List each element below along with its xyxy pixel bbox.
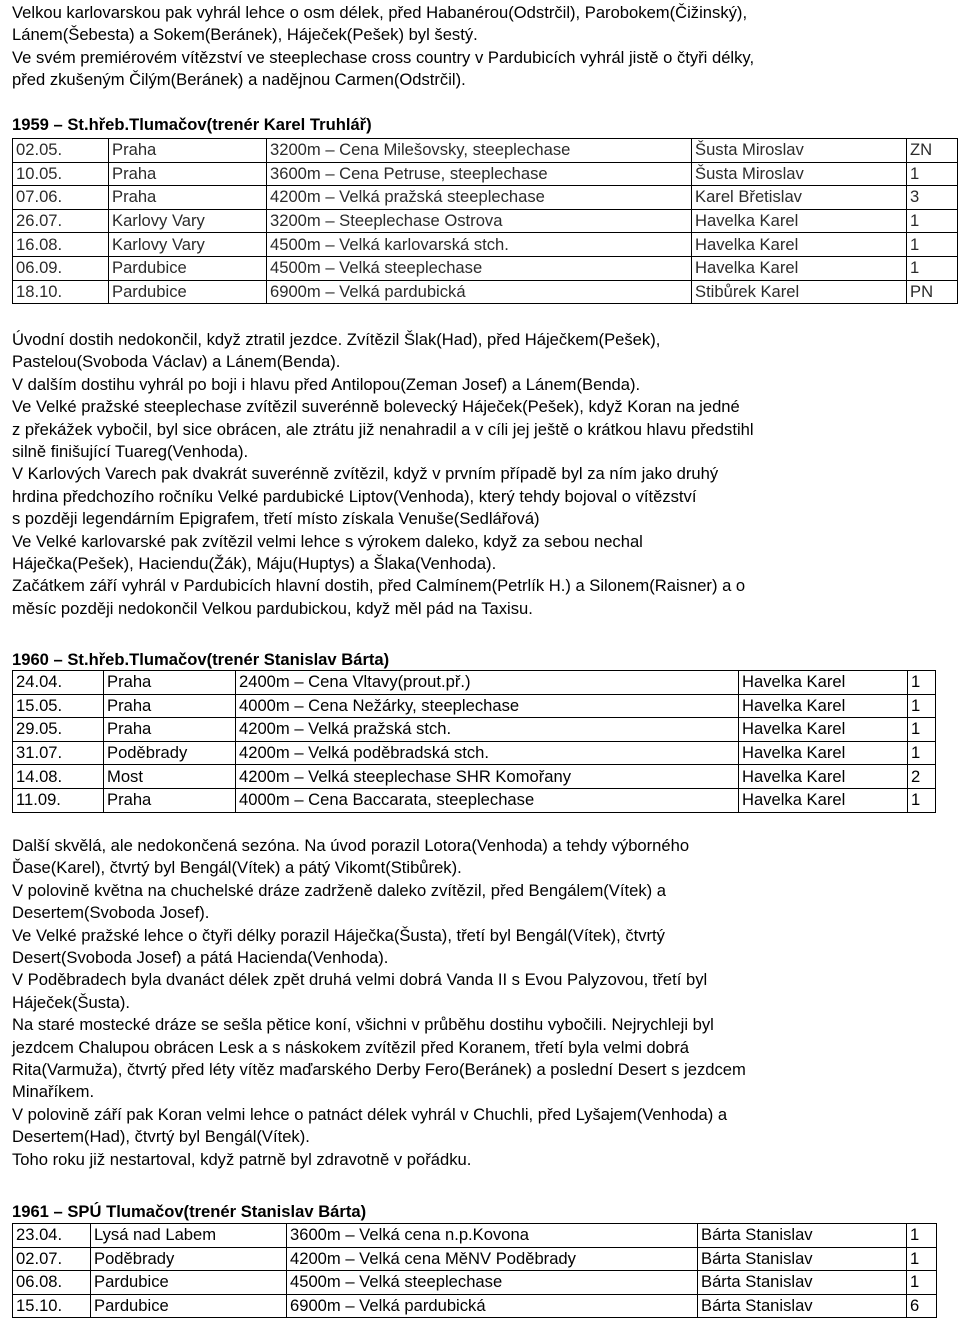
race-date: 23.04.: [13, 1224, 91, 1248]
table-row: [13, 718, 936, 742]
race-name: 4200m – Velká steeplechase SHR Komořany: [236, 765, 739, 789]
table-row: [13, 671, 936, 695]
intro-paragraph: [12, 2, 952, 92]
race-date: 06.09.: [13, 256, 109, 280]
table-row: [13, 233, 958, 257]
text-line: Ďase(Karel), čtvrtý byl Bengál(Vítek) a pátý Vikomt(Stibůrek).: [12, 858, 462, 878]
race-venue: Poděbrady: [104, 741, 236, 765]
text-line: Desert(Svoboda Josef) a pátá Hacienda(Venhoda).: [12, 948, 389, 968]
race-venue: Most: [104, 765, 236, 789]
race-date: 02.07.: [13, 1247, 91, 1271]
race-date: 18.10.: [13, 280, 109, 304]
race-placing: 2: [908, 765, 936, 789]
text-line: Úvodní dostih nedokončil, když ztratil jezdce. Zvítězil Šlak(Had), před Háječkem(Pešek),: [12, 330, 661, 349]
table-row: [13, 1294, 937, 1318]
race-date: 02.05.: [13, 139, 109, 163]
race-date: 24.04.: [13, 671, 104, 695]
table-row: [13, 280, 958, 304]
race-date: 11.09.: [13, 788, 104, 812]
text-line: Začátkem září vyhrál v Pardubicích hlavní dostih, před Calmínem(Petrlík H.) a Silonem(Raisner) a o: [12, 576, 746, 596]
text-line: s později legendárním Epigrafem, třetí místo získala Venuše(Sedlářová): [12, 509, 540, 529]
season-text-1959: [12, 329, 952, 620]
race-venue: Praha: [104, 788, 236, 812]
table-row: [13, 765, 936, 789]
text-line: V dalším dostihu vyhrál po boji i hlavu před Antilopou(Zeman Josef) a Lánem(Benda).: [12, 374, 641, 394]
season-heading-1961: 1961 – SPÚ Tlumačov(trenér Stanislav Bárta): [12, 1202, 367, 1221]
season-text-1960: [12, 835, 952, 1171]
race-placing: 1: [907, 1224, 937, 1248]
race-jockey: Havelka Karel: [739, 741, 908, 765]
table-row: [13, 788, 936, 812]
race-placing: 1: [908, 694, 936, 718]
race-name: 3600m – Velká cena n.p.Kovona: [287, 1224, 698, 1248]
race-placing: 1: [907, 209, 958, 233]
race-date: 06.08.: [13, 1271, 91, 1295]
race-date: 14.08.: [13, 765, 104, 789]
race-name: 6900m – Velká pardubická: [267, 280, 692, 304]
table-row: [13, 139, 958, 163]
text-line: Ve Velké pražské steeplechase zvítězil suverénně bolevecký Háječek(Pešek), když Koran na jedné: [12, 397, 740, 417]
race-name: 4000m – Cena Baccarata, steeplechase: [236, 788, 739, 812]
text-line: Ve Velké pražské lehce o čtyři délky porazil Háječka(Šusta), třetí byl Bengál(Vítek), čtvrtý: [12, 925, 665, 945]
table-row: [13, 1224, 937, 1248]
race-name: 3200m – Cena Milešovsky, steeplechase: [267, 139, 692, 163]
race-jockey: Havelka Karel: [739, 718, 908, 742]
race-name: 4200m – Velká pražská stch.: [236, 718, 739, 742]
results-table-1959: [12, 138, 958, 304]
race-placing: 1: [908, 741, 936, 765]
table-row: [13, 694, 936, 718]
race-jockey: Havelka Karel: [739, 765, 908, 789]
text-line: měsíc později nedokončil Velkou pardubickou, když měl pád na Taxisu.: [12, 598, 533, 618]
text-line: silně finišující Tuareg(Venhoda).: [12, 442, 249, 462]
race-jockey: Havelka Karel: [739, 694, 908, 718]
text-line: V polovině května na chuchelské dráze zadrženě daleko zvítězil, před Bengálem(Vítek) a: [12, 880, 666, 900]
race-jockey: Havelka Karel: [692, 233, 907, 257]
text-line: Pastelou(Svoboda Václav) a Lánem(Benda).: [12, 352, 341, 372]
text-line: Rita(Varmuža), čtvrtý před léty vítěz maďarského Derby Fero(Beránek) a poslední Desert s jezdcem: [12, 1060, 746, 1080]
table-row: [13, 186, 958, 210]
text-line: Na staré mostecké dráze se sešla pětice koní, všichni v průběhu dostihu vybočili. Nejrychleji byl: [12, 1015, 714, 1035]
race-jockey: Šusta Miroslav: [692, 139, 907, 163]
race-venue: Praha: [109, 139, 267, 163]
race-venue: Lysá nad Labem: [91, 1224, 287, 1248]
table-row: [13, 162, 958, 186]
text-line: Háječka(Pešek), Haciendu(Žák), Máju(Huptys) a Šlaka(Venhoda).: [12, 554, 497, 574]
text-line: V Karlových Varech pak dvakrát suverénně zvítězil, když v prvním případě byl za ním jako druhý: [12, 464, 719, 484]
race-venue: Praha: [104, 671, 236, 695]
season-heading-1959: 1959 – St.hřeb.Tlumačov(trenér Karel Truhlář): [12, 115, 372, 134]
text-line: V Poděbradech byla dvanáct délek zpět druhá velmi dobrá Vanda II s Evou Palyzovou, třetí byl: [12, 970, 708, 990]
race-jockey: Bárta Stanislav: [698, 1247, 907, 1271]
race-name: 4500m – Velká karlovarská stch.: [267, 233, 692, 257]
race-date: 31.07.: [13, 741, 104, 765]
race-date: 26.07.: [13, 209, 109, 233]
table-row: [13, 209, 958, 233]
table-row: [13, 256, 958, 280]
results-table-1960: [12, 670, 936, 813]
race-placing: 1: [908, 671, 936, 695]
race-date: 10.05.: [13, 162, 109, 186]
race-date: 15.05.: [13, 694, 104, 718]
race-placing: 1: [907, 256, 958, 280]
text-line: Minaříkem.: [12, 1082, 95, 1102]
race-jockey: Bárta Stanislav: [698, 1271, 907, 1295]
text-line: z překážek vybočil, byl sice obrácen, ale ztrátu již nenahradil a v cíli jej ještě o krátkou hlavu předstihl: [12, 419, 754, 439]
text-line: před zkušeným Čilým(Beránek) a nadějnou Carmen(Odstrčil).: [12, 70, 466, 90]
race-placing: 1: [907, 233, 958, 257]
race-placing: 1: [908, 788, 936, 812]
race-placing: 6: [907, 1294, 937, 1318]
race-placing: 1: [907, 162, 958, 186]
race-placing: PN: [907, 280, 958, 304]
text-line: Velkou karlovarskou pak vyhrál lehce o osm délek, před Habanérou(Odstrčil), Parobokem(Čižinský),: [12, 3, 748, 22]
race-date: 15.10.: [13, 1294, 91, 1318]
race-name: 3200m – Steeplechase Ostrova: [267, 209, 692, 233]
text-line: Lánem(Šebesta) a Sokem(Beránek), Háječek(Pešek) byl šestý.: [12, 25, 478, 45]
table-row: [13, 1247, 937, 1271]
race-placing: ZN: [907, 139, 958, 163]
results-table-1961: [12, 1223, 937, 1318]
text-line: Háječek(Šusta).: [12, 992, 131, 1012]
race-venue: Pardubice: [109, 256, 267, 280]
race-venue: Praha: [104, 694, 236, 718]
text-line: jezdcem Chalupou obrácen Lesk a s náskokem zvítězil před Koranem, třetí byla velmi dobrá: [12, 1037, 689, 1057]
race-name: 4200m – Velká poděbradská stch.: [236, 741, 739, 765]
race-name: 3600m – Cena Petruse, steeplechase: [267, 162, 692, 186]
text-line: Toho roku již nestartoval, když patrně byl zdravotně v pořádku.: [12, 1149, 472, 1169]
race-venue: Pardubice: [109, 280, 267, 304]
race-venue: Poděbrady: [91, 1247, 287, 1271]
race-date: 16.08.: [13, 233, 109, 257]
race-jockey: Havelka Karel: [739, 788, 908, 812]
table-row: [13, 741, 936, 765]
race-venue: Karlovy Vary: [109, 233, 267, 257]
text-line: Desertem(Had), čtvrtý byl Bengál(Vítek).: [12, 1127, 310, 1147]
race-placing: 1: [907, 1271, 937, 1295]
race-name: 4200m – Velká pražská steeplechase: [267, 186, 692, 210]
race-venue: Praha: [104, 718, 236, 742]
race-jockey: Šusta Miroslav: [692, 162, 907, 186]
race-name: 2400m – Cena Vltavy(prout.př.): [236, 671, 739, 695]
race-jockey: Havelka Karel: [739, 671, 908, 695]
race-venue: Praha: [109, 162, 267, 186]
race-placing: 3: [907, 186, 958, 210]
table-row: [13, 1271, 937, 1295]
race-name: 4500m – Velká steeplechase: [267, 256, 692, 280]
race-venue: Pardubice: [91, 1294, 287, 1318]
race-name: 6900m – Velká pardubická: [287, 1294, 698, 1318]
race-jockey: Stibůrek Karel: [692, 280, 907, 304]
race-jockey: Havelka Karel: [692, 209, 907, 233]
race-jockey: Bárta Stanislav: [698, 1294, 907, 1318]
text-line: hrdina předchozího ročníku Velké pardubické Liptov(Venhoda), který tehdy bojoval o vítězství: [12, 486, 697, 506]
race-name: 4000m – Cena Nežárky, steeplechase: [236, 694, 739, 718]
text-line: V polovině září pak Koran velmi lehce o patnáct délek vyhrál v Chuchli, před Lyšajem(Venhoda) a: [12, 1104, 728, 1124]
race-name: 4500m – Velká steeplechase: [287, 1271, 698, 1295]
race-date: 29.05.: [13, 718, 104, 742]
race-venue: Praha: [109, 186, 267, 210]
season-heading-1960: 1960 – St.hřeb.Tlumačov(trenér Stanislav Bárta): [12, 650, 390, 669]
text-line: Ve svém premiérovém vítězství ve steeplechase cross country v Pardubicích vyhrál jistě o čtyři délky,: [12, 47, 755, 67]
race-placing: 1: [907, 1247, 937, 1271]
race-venue: Karlovy Vary: [109, 209, 267, 233]
race-jockey: Bárta Stanislav: [698, 1224, 907, 1248]
text-line: Desertem(Svoboda Josef).: [12, 903, 210, 923]
race-venue: Pardubice: [91, 1271, 287, 1295]
race-jockey: Karel Břetislav: [692, 186, 907, 210]
text-line: Další skvělá, ale nedokončená sezóna. Na úvod porazil Lotora(Venhoda) a tehdy výborného: [12, 836, 690, 855]
race-date: 07.06.: [13, 186, 109, 210]
race-jockey: Havelka Karel: [692, 256, 907, 280]
race-placing: 1: [908, 718, 936, 742]
text-line: Ve Velké karlovarské pak zvítězil velmi lehce s výrokem daleko, když za sebou nechal: [12, 531, 643, 551]
race-name: 4200m – Velká cena MěNV Poděbrady: [287, 1247, 698, 1271]
